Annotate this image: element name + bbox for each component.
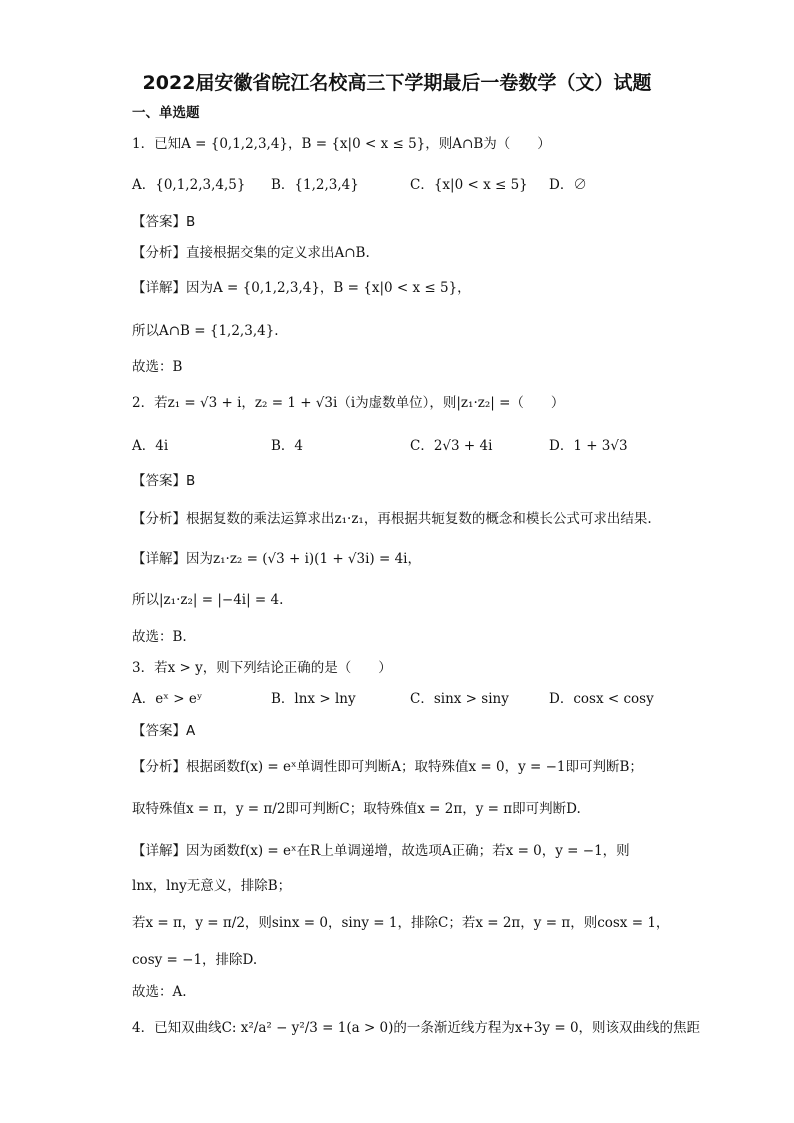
q2-option-b: B．4 bbox=[271, 438, 304, 454]
document-title: 2022届安徽省皖江名校高三下学期最后一卷数学（文）试题 bbox=[142, 72, 652, 94]
q3-detail-2: lnx，lny无意义，排除B； bbox=[132, 878, 292, 894]
q2-detail-1: 【详解】因为z₁·z₂ = (√3 + i)(1 + √3i) = 4i， bbox=[132, 551, 421, 567]
q3-conclusion: 故选：A. bbox=[132, 984, 187, 1000]
q3-option-c: C．sinx > siny bbox=[410, 691, 509, 707]
q3-detail-4: cosy = −1，排除D. bbox=[132, 952, 258, 968]
q2-option-c: C．2√3 + 4i bbox=[410, 438, 493, 454]
q2-stem: 2．若z₁ = √3 + i，z₂ = 1 + √3i（i为虚数单位），则|z₁·z₂| =（ ） bbox=[132, 395, 565, 411]
q4-stem: 4．已知双曲线C: x²/a² − y²/3 = 1(a > 0)的一条渐近线方程为x+3y = 0，则该双曲线的焦距 bbox=[132, 1020, 701, 1036]
q3-detail-3: 若x = π，y = π/2，则sinx = 0，siny = 1，排除C；若x = 2π，y = π，则cosx = 1， bbox=[132, 915, 670, 931]
q3-analysis-2: 取特殊值x = π，y = π/2即可判断C；取特殊值x = 2π，y = π即可判断D. bbox=[132, 801, 581, 817]
q1-detail-2: 所以A∩B = {1,2,3,4}. bbox=[132, 323, 279, 339]
q2-option-a: A．4i bbox=[132, 438, 169, 454]
q1-answer: 【答案】B bbox=[132, 214, 196, 230]
q2-answer: 【答案】B bbox=[132, 473, 196, 489]
q2-option-d: D．1 + 3√3 bbox=[549, 438, 628, 454]
q3-analysis-1: 【分析】根据函数f(x) = eˣ单调性即可判断A；取特殊值x = 0，y = −1即可判断B； bbox=[132, 759, 643, 775]
q1-stem: 1．已知A = {0,1,2,3,4}，B = {x|0 < x ≤ 5}，则A∩B为（ ） bbox=[132, 136, 551, 152]
q3-option-b: B．lnx > lny bbox=[271, 691, 356, 707]
q3-detail-1: 【详解】因为函数f(x) = eˣ在R上单调递增，故选项A正确；若x = 0，y = −1，则 bbox=[132, 843, 630, 859]
q3-option-d: D．cosx < cosy bbox=[549, 691, 654, 707]
q1-conclusion: 故选：B bbox=[132, 359, 183, 375]
q2-conclusion: 故选：B. bbox=[132, 629, 187, 645]
q2-detail-2: 所以|z₁·z₂| = |−4i| = 4. bbox=[132, 592, 284, 608]
q2-analysis: 【分析】根据复数的乘法运算求出z₁·z₁，再根据共轭复数的概念和模长公式可求出结果. bbox=[132, 511, 652, 527]
q1-analysis: 【分析】直接根据交集的定义求出A∩B. bbox=[132, 245, 370, 261]
section-heading: 一、单选题 bbox=[132, 105, 200, 121]
q1-option-d: D．∅ bbox=[549, 177, 587, 193]
q1-option-b: B．{1,2,3,4} bbox=[271, 177, 359, 193]
q3-stem: 3．若x > y，则下列结论正确的是（ ） bbox=[132, 660, 392, 676]
q3-option-a: A．eˣ > eʸ bbox=[132, 691, 203, 707]
q3-answer: 【答案】A bbox=[132, 723, 196, 739]
q1-detail-1: 【详解】因为A = {0,1,2,3,4}，B = {x|0 < x ≤ 5}， bbox=[132, 280, 471, 296]
q1-option-a: A．{0,1,2,3,4,5} bbox=[132, 177, 246, 193]
q1-option-c: C．{x|0 < x ≤ 5} bbox=[410, 177, 528, 193]
